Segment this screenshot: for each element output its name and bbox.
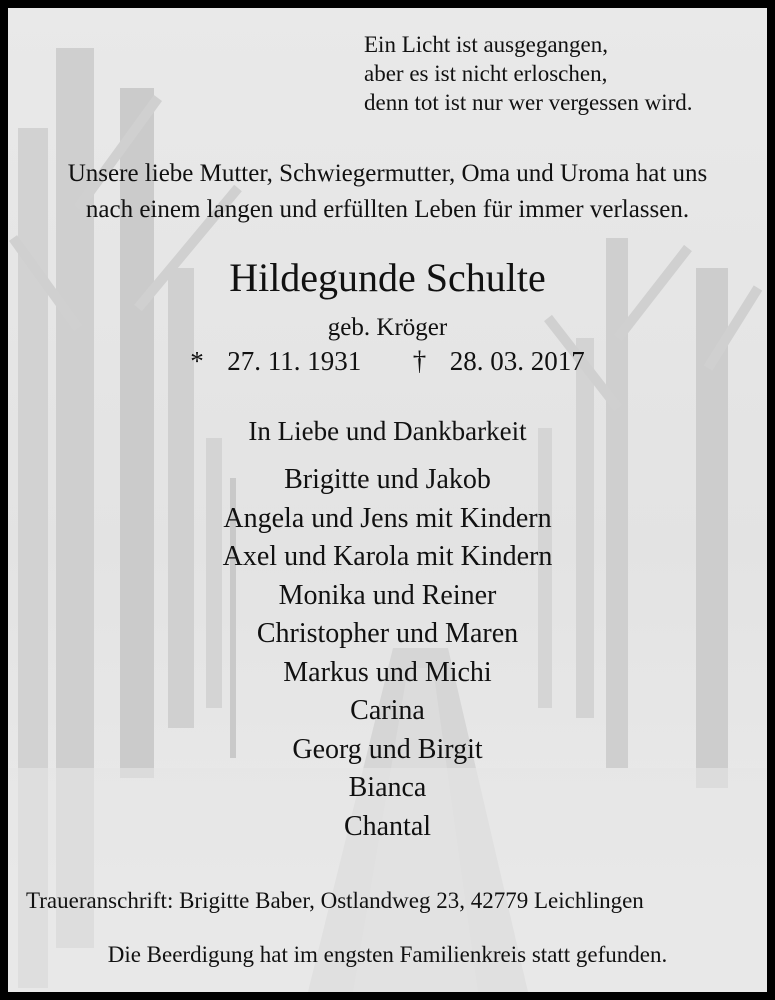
- family-member: Bianca: [348, 772, 427, 803]
- family-member: Christopher und Maren: [256, 618, 519, 649]
- born-name: geb. Kröger: [327, 314, 448, 341]
- deceased-name: Hildegunde Schulte: [229, 255, 546, 300]
- intro-line: nach einem langen und erfüllten Leben für immer verlassen.: [85, 196, 690, 223]
- family-member: Chantal: [343, 810, 432, 842]
- death-date: 28. 03. 2017: [449, 346, 585, 376]
- family-member: Carina: [350, 695, 425, 726]
- family-member: Brigitte und Jakob: [284, 464, 491, 495]
- family-member: Axel und Karola mit Kindern: [222, 541, 553, 572]
- poem: [364, 30, 693, 117]
- poem-line: denn tot ist nur wer vergessen wird.: [364, 90, 693, 115]
- obituary-notice: [8, 8, 767, 992]
- funeral-note: Die Beerdigung hat im engsten Familienkreis statt gefunden.: [107, 942, 668, 967]
- birth-symbol: *: [190, 346, 204, 376]
- life-dates: [8, 346, 767, 377]
- family-member: Monika und Reiner: [278, 579, 497, 611]
- family-member: Markus und Michi: [283, 656, 492, 688]
- family-member: Angela und Jens mit Kindern: [223, 502, 552, 534]
- poem-line: aber es ist nicht erloschen,: [364, 61, 608, 86]
- family-member: Georg und Birgit: [292, 733, 483, 765]
- mourning-address: Traueranschrift: Brigitte Baber, Ostlandweg 23, 42779 Leichlingen: [26, 888, 644, 913]
- death-symbol: †: [412, 346, 427, 376]
- intro-line: Unsere liebe Mutter, Schwiegermutter, Oma und Uroma hat uns: [67, 160, 708, 187]
- thanks-heading: In Liebe und Dankbarkeit: [248, 416, 527, 446]
- poem-line: Ein Licht ist ausgegangen,: [364, 32, 608, 57]
- intro-text: [8, 156, 767, 228]
- birth-date: 27. 11. 1931: [227, 346, 362, 376]
- family-list: [8, 461, 767, 846]
